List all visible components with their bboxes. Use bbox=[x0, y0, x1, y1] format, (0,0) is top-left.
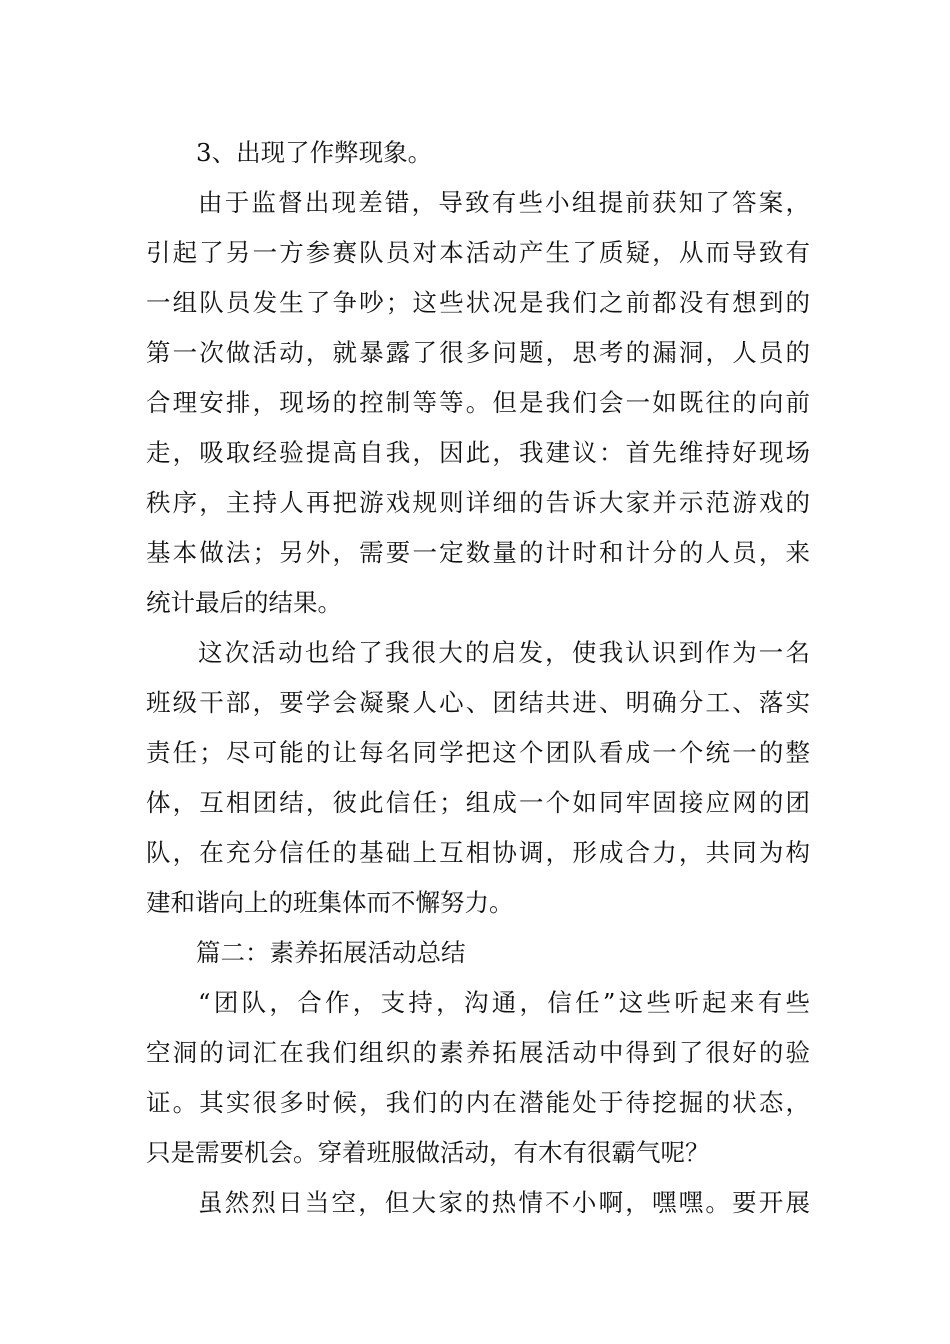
text-line: 基本做法；另外，需要一定数量的计时和计分的人员，来 bbox=[146, 538, 810, 567]
text-line: 空洞的词汇在我们组织的素养拓展活动中得到了很好的验 bbox=[146, 1038, 810, 1067]
text-line: 证。其实很多时候，我们的内在潜能处于待挖掘的状态， bbox=[146, 1088, 810, 1117]
text-line: 体，互相团结，彼此信任；组成一个如同牢固接应网的团 bbox=[146, 788, 810, 817]
text-line: 虽然烈日当空，但大家的热情不小啊，嘿嘿。要开展 bbox=[198, 1188, 810, 1217]
text-line: 秩序，主持人再把游戏规则详细的告诉大家并示范游戏的 bbox=[146, 488, 810, 517]
text-line: 统计最后的结果。 bbox=[146, 588, 342, 617]
text-line: 责任；尽可能的让每名同学把这个团队看成一个统一的整 bbox=[146, 738, 810, 767]
text-line: 合理安排，现场的控制等等。但是我们会一如既往的向前 bbox=[146, 388, 810, 417]
text-line: 走，吸取经验提高自我，因此，我建议：首先维持好现场 bbox=[146, 438, 810, 467]
text-line: 队，在充分信任的基础上互相协调，形成合力，共同为构 bbox=[146, 838, 810, 867]
text-line: 班级干部，要学会凝聚人心、团结共进、明确分工、落实 bbox=[146, 688, 810, 717]
text-line: “团队，合作，支持，沟通，信任”这些听起来有些 bbox=[198, 988, 810, 1017]
section-heading: 篇二：素养拓展活动总结 bbox=[196, 938, 466, 967]
text-line: 第一次做活动，就暴露了很多问题，思考的漏洞，人员的 bbox=[146, 338, 810, 367]
text-line: 一组队员发生了争吵；这些状况是我们之前都没有想到的 bbox=[146, 288, 810, 317]
text-line: 这次活动也给了我很大的启发，使我认识到作为一名 bbox=[198, 638, 810, 667]
document-body bbox=[146, 128, 810, 1228]
text-line: 建和谐向上的班集体而不懈努力。 bbox=[146, 888, 514, 917]
text-line: 只是需要机会。穿着班服做活动，有木有很霸气呢？ bbox=[146, 1138, 710, 1167]
text-line: 引起了另一方参赛队员对本活动产生了质疑，从而导致有 bbox=[146, 238, 810, 267]
text-line: 3、出现了作弊现象。 bbox=[196, 138, 433, 167]
text-line: 由于监督出现差错，导致有些小组提前获知了答案， bbox=[198, 188, 810, 217]
